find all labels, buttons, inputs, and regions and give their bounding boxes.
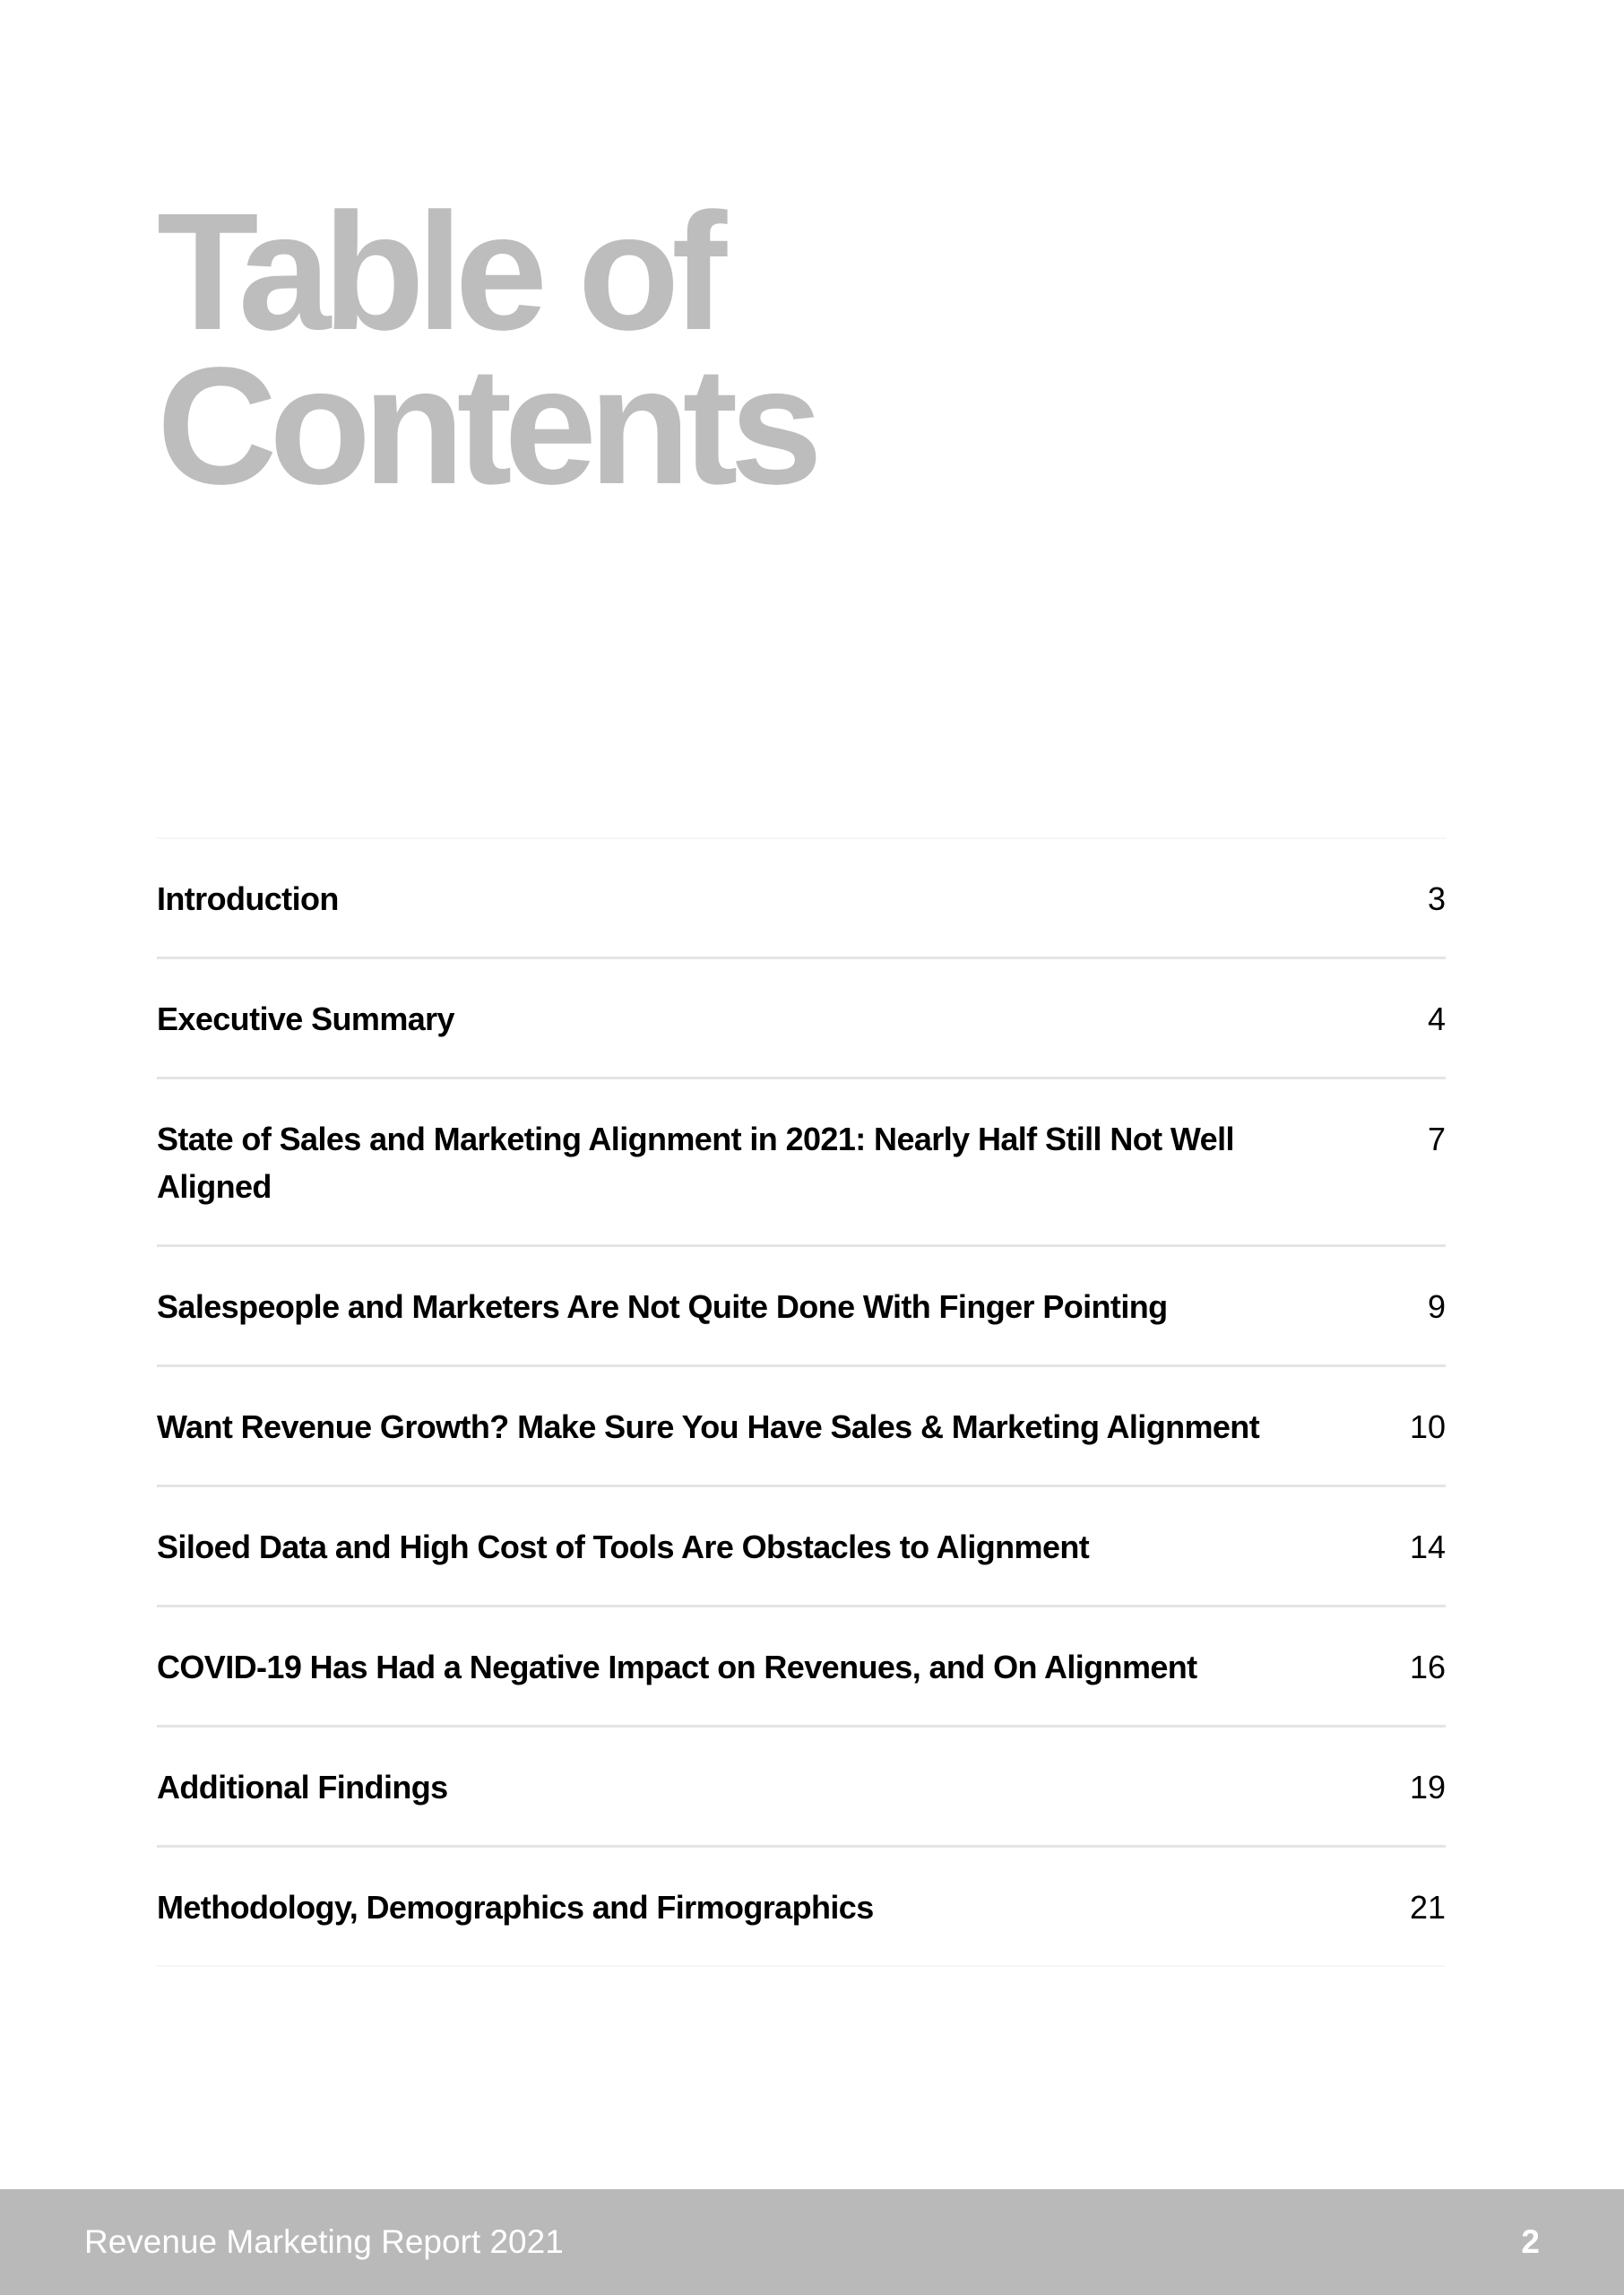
footer-bar xyxy=(0,2189,1624,2295)
toc-entry-page-number: 4 xyxy=(1427,1000,1446,1037)
toc-entry-page-number: 9 xyxy=(1427,1288,1446,1325)
toc-entry-revenue-growth[interactable] xyxy=(157,1367,1446,1487)
toc-entry-methodology[interactable] xyxy=(157,1848,1446,1967)
toc-entry-siloed-data[interactable] xyxy=(157,1487,1446,1607)
toc-entry-state-of-alignment[interactable] xyxy=(157,1079,1446,1247)
page-title xyxy=(157,179,1053,519)
toc-entry-title: Introduction xyxy=(157,880,339,917)
toc-entry-page-number: 3 xyxy=(1427,880,1446,917)
toc-entry-title: Want Revenue Growth? Make Sure You Have Sales & Marketing Alignment xyxy=(157,1408,1260,1445)
toc-entry-title: Additional Findings xyxy=(157,1769,448,1806)
toc-entry-title: COVID-19 Has Had a Negative Impact on Revenues, and On Alignment xyxy=(157,1649,1197,1685)
toc-entry-introduction[interactable] xyxy=(157,839,1446,959)
toc-entry-title: Methodology, Demographics and Firmographics xyxy=(157,1889,874,1926)
table-of-contents xyxy=(157,837,1446,1967)
footer-page-number: 2 xyxy=(1521,2223,1540,2260)
toc-entry-title: Executive Summary xyxy=(157,1000,454,1037)
footer-report-name: Revenue Marketing Report 2021 xyxy=(84,2223,564,2260)
toc-entry-page-number: 16 xyxy=(1409,1649,1446,1685)
toc-entry-title: Siloed Data and High Cost of Tools Are Obstacles to Alignment xyxy=(157,1529,1090,1565)
page-title-line-2: Contents xyxy=(157,333,815,519)
toc-entry-title: State of Sales and Marketing Alignment in 2021: Nearly Half Still Not Well Aligned xyxy=(157,1121,1234,1205)
toc-entry-page-number: 21 xyxy=(1409,1889,1446,1926)
toc-entry-page-number: 19 xyxy=(1409,1769,1446,1806)
toc-entry-page-number: 14 xyxy=(1409,1529,1446,1565)
toc-entry-page-number: 7 xyxy=(1427,1121,1446,1157)
toc-entry-title: Salespeople and Marketers Are Not Quite Done With Finger Pointing xyxy=(157,1288,1168,1325)
toc-entry-additional-findings[interactable] xyxy=(157,1728,1446,1848)
toc-entry-executive-summary[interactable] xyxy=(157,959,1446,1079)
toc-entry-finger-pointing[interactable] xyxy=(157,1247,1446,1367)
page-title-line-1: Table of xyxy=(157,179,720,365)
toc-entry-page-number: 10 xyxy=(1409,1408,1446,1445)
toc-entry-covid-19[interactable] xyxy=(157,1607,1446,1728)
